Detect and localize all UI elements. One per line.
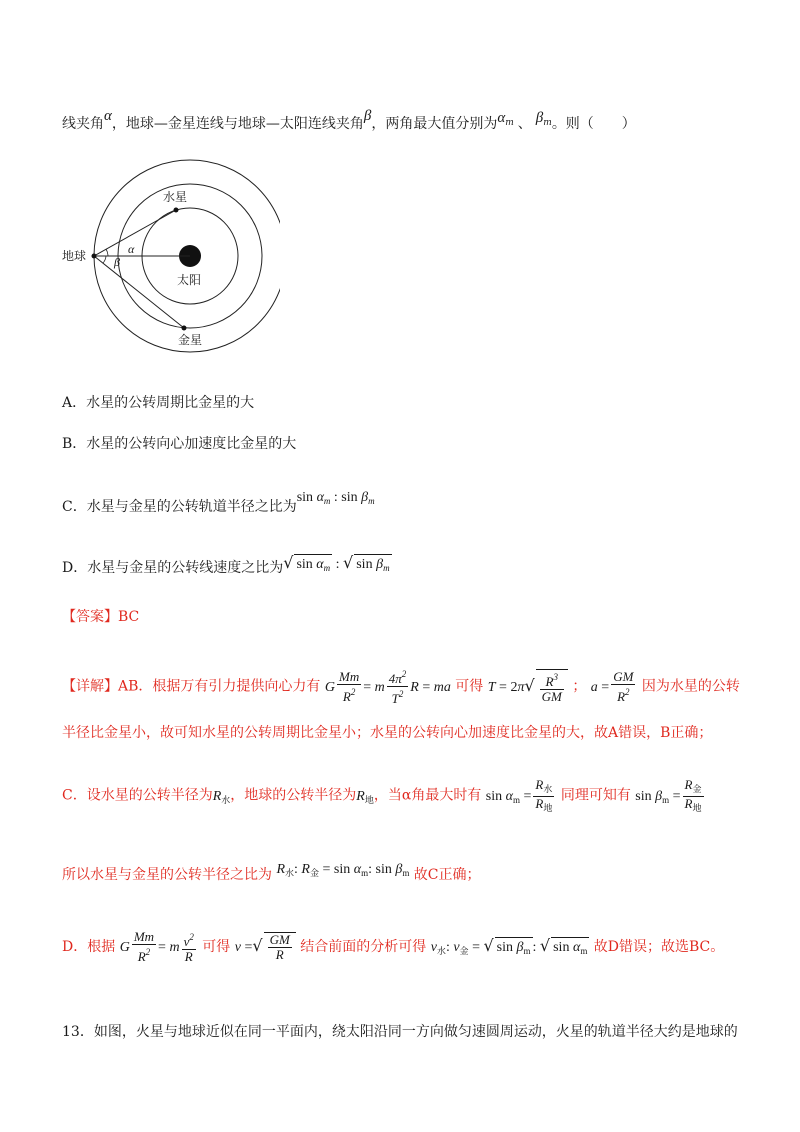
answer-label: 【答案】 [62,609,118,625]
orbit-diagram [60,152,280,362]
detail-line-4: 所以水星与金星的公转半径之比为 $R_水$: $R_金 = \sin \alpha_m$: $\sin \beta_m$ 故C正确； [62,862,481,883]
detail-line-3: C．设水星的公转半径为$R_水$，地球的公转半径为$R_地$，当α角最大时有 $\sin \alpha_m$ = $\frac{R_水}{R_地}$ 同理可知有 $\sin \beta_m$ = $\frac{R_金}{R_地}$ [62,778,706,815]
option-d-math: √ $\sin \alpha_m$ : √ $\sin \beta_m$ [283,557,391,572]
earth-venus-line [94,256,184,328]
velocity-gravity-formula: G $\frac{Mm}{R^2}$ = m $\frac{v^2}{R}$ [119,929,194,964]
earth-dot [92,254,97,259]
mercury-label: 水星 [163,190,188,204]
gravity-formula: G $\frac{Mm}{R^2}$ = m $\frac{4\pi^2}{T^2}$ R = ma [324,668,451,706]
beta-arc [103,256,106,263]
next-question: 13．如图，火星与地球近似在同一平面内，绕太阳沿同一方向做匀速圆周运动，火星的轨道半径大约是地球的 [62,1024,738,1040]
earth-label: 地球 [62,249,87,263]
beta-label: β [114,255,120,269]
velocity-formula: v =√ $\frac{GM}{R}$ [235,939,301,955]
intro-text-1: 线夹角 [62,116,104,132]
alpha-label: α [128,242,135,256]
venus-dot [182,326,187,331]
detail-line-5: D．根据 G $\frac{Mm}{R^2}$ = m $\frac{v^2}{R}$ 可得 v =√ $\frac{GM}{R}$ 结合前面的分析可得 $v_水$: $v_金$ = √ $\sin \beta_m$ : √ $\sin \alpha_m$ 故D错误；故选BC。 [62,929,725,964]
option-c-math: $\sin \alpha_m$ : $\sin \beta_m$ [296,490,375,506]
alpha-symbol: α [104,108,112,124]
option-c[interactable]: C．水星与金星的公转轨道半径之比为$\sin \alpha_m$ : $\sin \beta_m$ [62,490,375,515]
venus-label: 金星 [178,333,203,347]
intro-text-3: ，两角最大值分别为 [371,116,498,132]
radius-ratio-formula: $R_水$: $R_金 = \sin \alpha_m$: $\sin \beta_m$ [276,862,410,878]
beta-m-symbol: β [535,110,544,126]
answer-line [62,607,139,627]
accel-formula: a = $\frac{GM}{R^2}$ [590,668,634,704]
alpha-arc [106,249,108,256]
mercury-dot [174,208,179,213]
sin-beta-formula: $\sin \beta_m$ = $\frac{R_金}{R_地}$ [635,777,702,813]
sun-label: 太阳 [177,273,202,287]
detail-line-1: 【详解】AB．根据万有引力提供向心力有 G $\frac{Mm}{R^2}$ = m $\frac{4\pi^2}{T^2}$ R = ma 可得 T = 2π√ $\frac{R^3}{GM}$ ； a = $\frac{GM}{R^2}$ 因为水星的公转 [62,668,740,706]
answer-value: BC [118,609,140,625]
alpha-m-symbol: α [497,110,506,126]
option-d[interactable]: D．水星与金星的公转线速度之比为√ $\sin \alpha_m$ : √ $\sin \beta_m$ [62,553,390,576]
question-intro: 线夹角α，地球—金星连线与地球—太阳连线夹角β，两角最大值分别为$\alpha_m$ 、 $\beta_m$。则（ ） [62,108,636,132]
sin-alpha-formula: $\sin \alpha_m$ = $\frac{R_水}{R_地}$ [485,777,553,813]
intro-text-2: ，地球—金星连线与地球—太阳连线夹角 [111,116,364,132]
period-formula: T = 2π√ $\frac{R^3}{GM}$ [488,679,573,695]
beta-symbol: β [363,108,372,124]
option-a[interactable]: A．水星的公转周期比金星的大 [62,395,255,411]
intro-text-4: 。则（ ） [551,116,636,132]
option-b[interactable]: B．水星的公转向心加速度比金星的大 [62,436,297,452]
detail-line-2: 半径比金星小，故可知水星的公转周期比金星小；水星的公转向心加速度比金星的大，故A错误，B正确； [62,725,713,741]
velocity-ratio-formula: $v_水$: $v_金$ = √ $\sin \beta_m$ : √ $\sin \alpha_m$ [431,940,590,955]
